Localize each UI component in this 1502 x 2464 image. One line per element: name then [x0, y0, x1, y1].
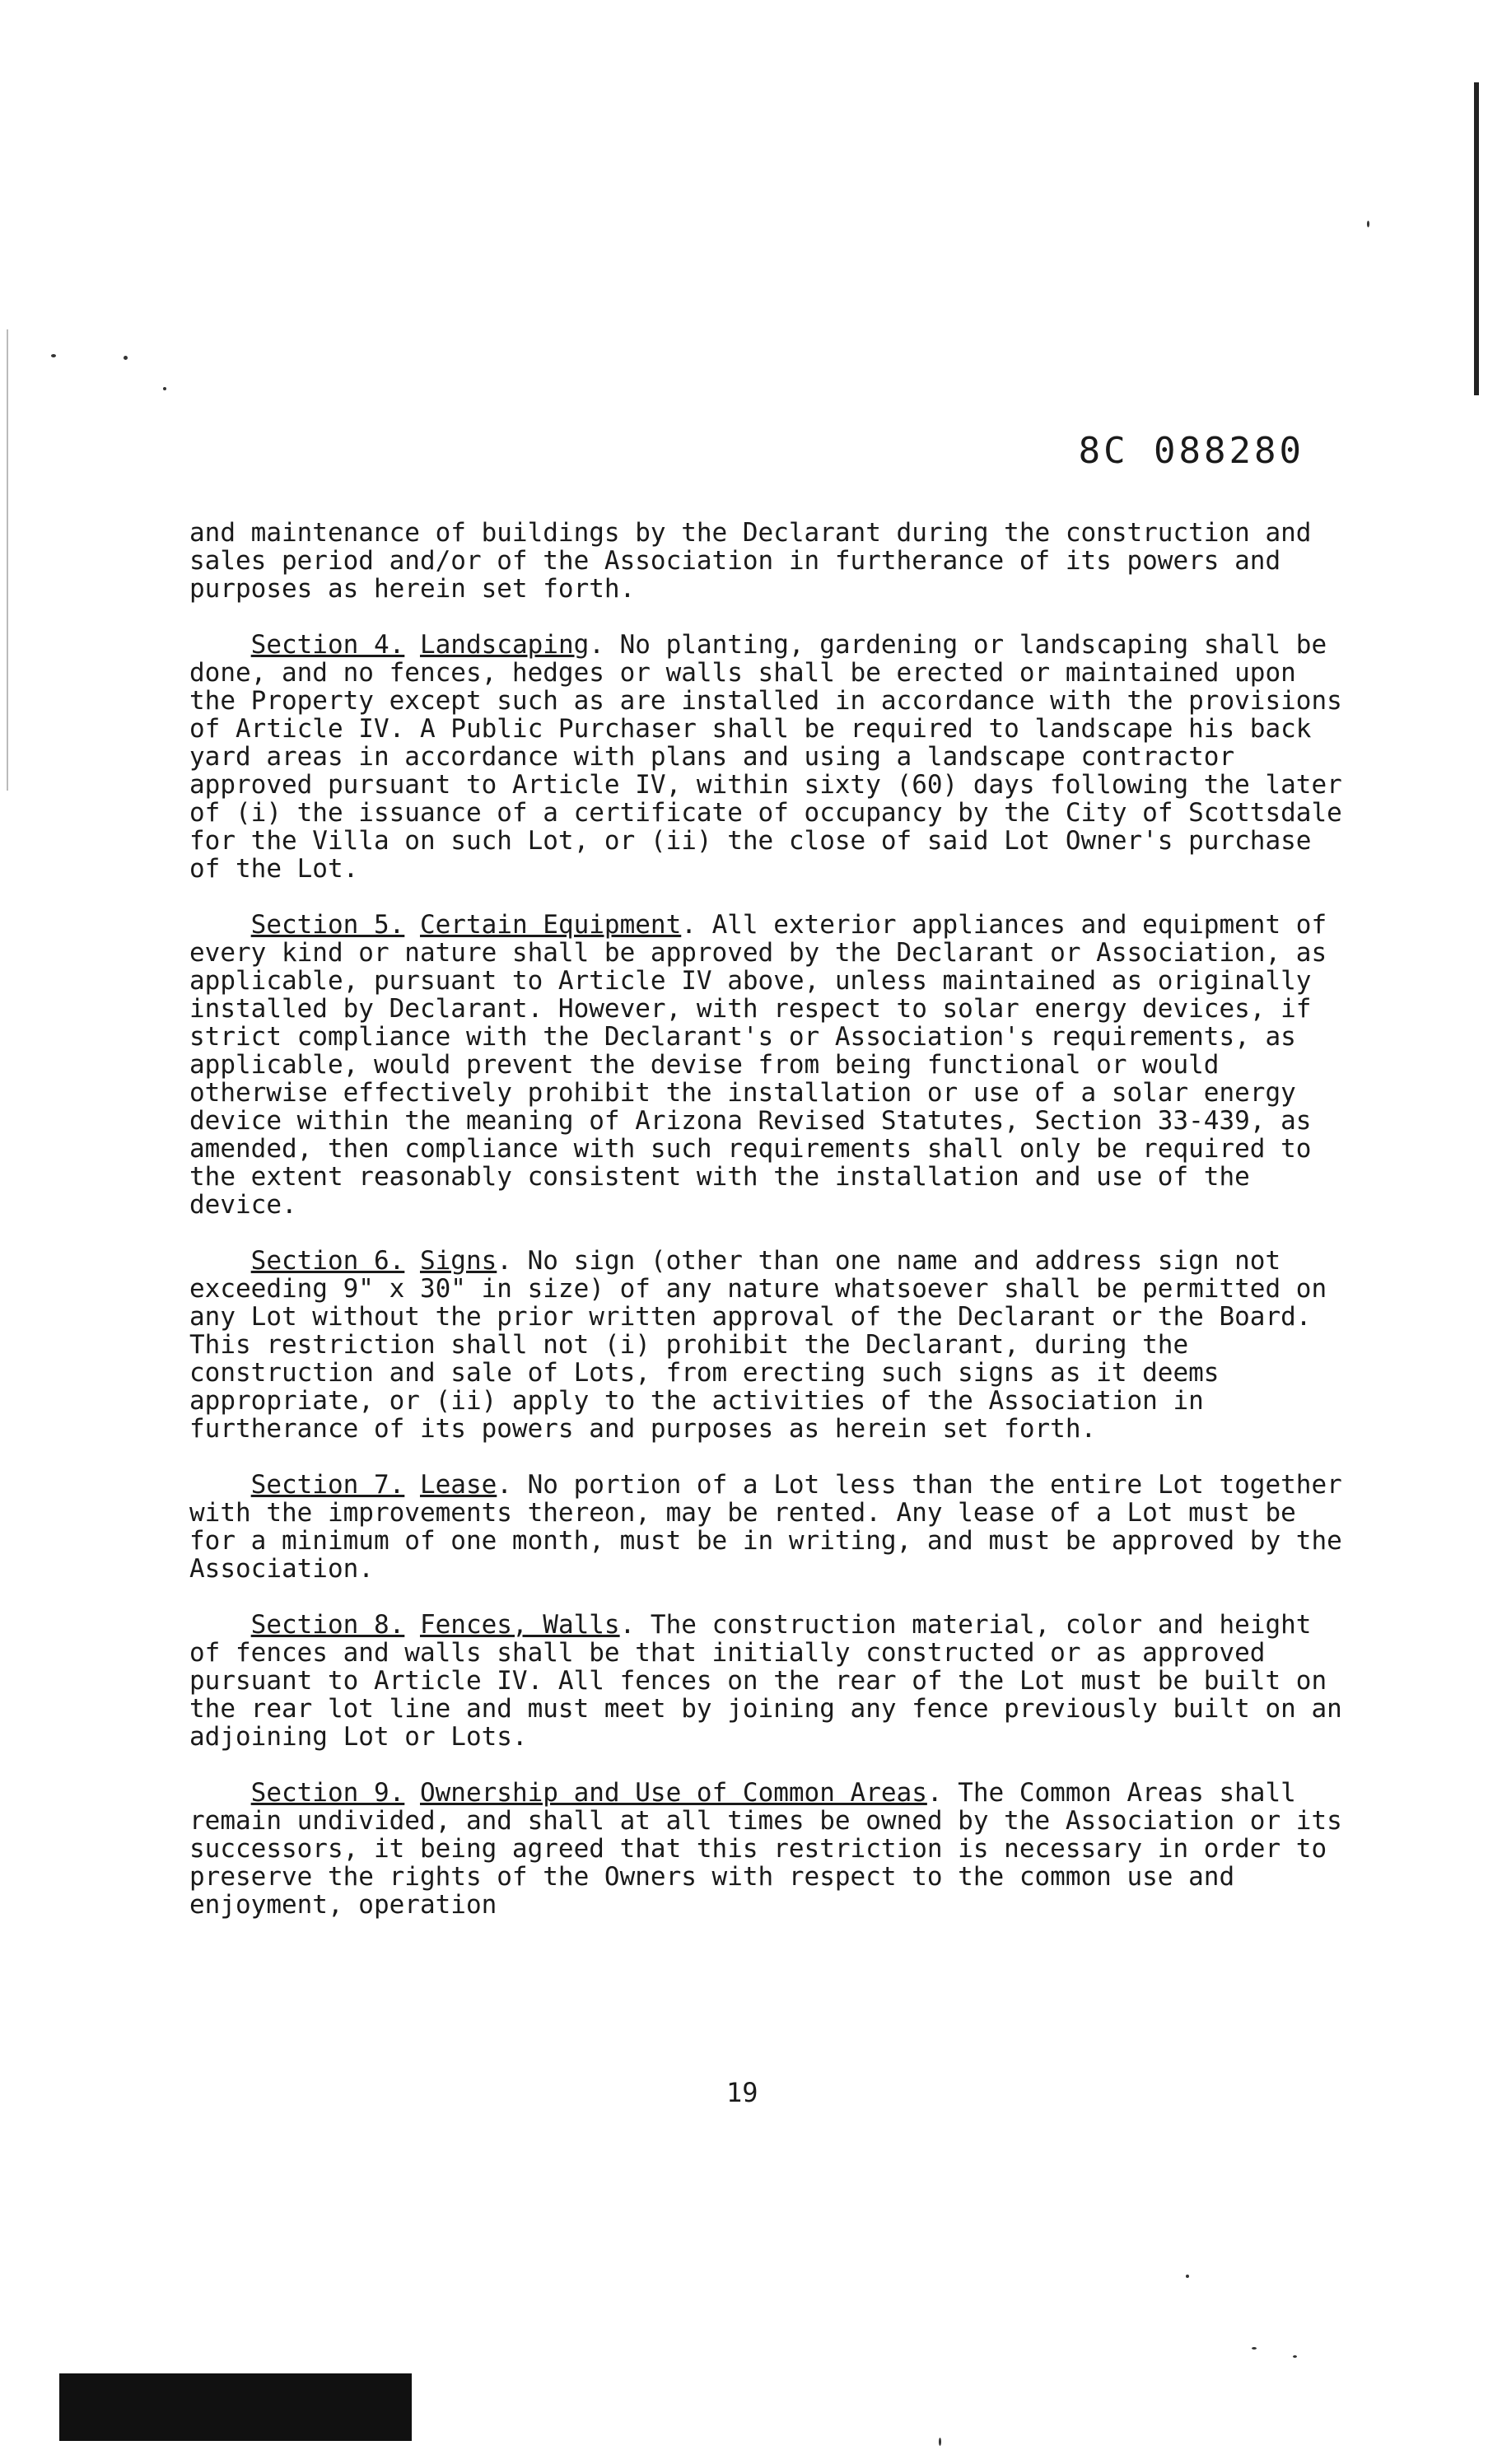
scan-margin-line: [7, 329, 8, 791]
paragraph-text: . The construction material, color and height of fences and walls shall be that initially constructed or as approved pursuant to Article IV. All fences on the rear of the Lot must be built on the rear lot line and must meet by joining any fence previously built on an adjoining Lot or Lots.: [189, 1610, 1358, 1752]
section-title: Fences, Walls: [419, 1610, 620, 1640]
paragraph-section-6: [189, 1247, 1342, 1443]
scan-speck: [1252, 2347, 1257, 2350]
scan-speck: [939, 2438, 941, 2446]
section-heading: Section 8.: [250, 1610, 405, 1640]
paragraph-text: . The Common Areas shall remain undivided, and shall at all times be owned by the Association or its successors, it being agreed that this restriction is necessary in order to preserve the rights of the Owners with respect to the common use and enjoyment, operation: [189, 1778, 1358, 1920]
document-number: 8C 088280: [1078, 430, 1304, 472]
section-title: Landscaping: [419, 630, 590, 660]
scan-speck: [1367, 221, 1369, 227]
paragraph-continuation: [189, 519, 1342, 603]
scan-edge-mark: [1474, 82, 1479, 395]
section-title: Lease: [419, 1470, 497, 1500]
scan-speck: [1186, 2275, 1189, 2278]
paragraph-text: . No portion of a Lot less than the entire Lot together with the improvements thereon, may be rented. Any lease of a Lot must be for a minimum of one month, must be in writing, and must be approved by the Association.: [189, 1470, 1358, 1584]
paragraph-section-7: [189, 1470, 1358, 1584]
paragraph-text: . No sign (other than one name and address sign not exceeding 9" x 30" in size) of any nature whatsoever shall be permitted on any Lot without the prior written approval of the Declarant or the Board. This restriction shall not (i) prohibit the Declarant, during the construction and sale of Lots, from erecting such signs as it deems appropriate, or (ii) apply to the activities of the Association in furtherance of its powers and purposes as herein set forth.: [189, 1246, 1342, 1444]
paragraph-section-5: [189, 911, 1342, 1219]
section-heading: Section 7.: [250, 1470, 405, 1500]
paragraph-text: . All exterior appliances and equipment of every kind or nature shall be approved by the Declarant or Association, as applicable, pursuant to Article IV above, unless maintained as originally installed by Declarant. However, with respect to solar energy devices, if strict compliance with the Declarant's or Association's requirements, as applicable, would prevent the devise from being functional or would otherwise effectively prohibit the installation or use of a solar energy device within the meaning of Arizona Revised Statutes, Section 33-439, as amended, then compliance with such requirements shall only be required to the extent reasonably consistent with the installation and use of the device.: [189, 910, 1342, 1220]
section-title: Signs: [419, 1246, 497, 1276]
page-number: 19: [726, 2077, 758, 2108]
section-heading: Section 5.: [250, 910, 405, 940]
scan-speck: [124, 356, 128, 360]
paragraph-section-8: [189, 1610, 1358, 1752]
scan-speck: [51, 354, 56, 357]
paragraph-text: . No planting, gardening or landscaping shall be done, and no fences, hedges or walls shall be erected or maintained upon the Property except such as are installed in accordance with the provisions of Article IV. A Public Purchaser shall be required to landscape his back yard areas in accordance with plans and using a landscape contractor approved pursuant to Article IV, within sixty (60) days following the later of (i) the issuance of a certificate of occupancy by the City of Scottsdale for the Villa on such Lot, or (ii) the close of said Lot Owner's purchase of the Lot.: [189, 630, 1358, 884]
section-heading: Section 9.: [250, 1778, 405, 1808]
section-title: Ownership and Use of Common Areas: [419, 1778, 927, 1808]
scan-speck: [163, 387, 166, 390]
section-title: Certain Equipment: [419, 910, 682, 940]
paragraph-section-9: [189, 1778, 1358, 1920]
section-heading: Section 4.: [250, 630, 405, 660]
scan-speck: [1293, 2355, 1297, 2358]
section-heading: Section 6.: [250, 1246, 405, 1276]
document-body: [189, 518, 1358, 1947]
scan-black-block: [59, 2373, 412, 2441]
paragraph-section-4: [189, 630, 1358, 884]
paragraph-text: and maintenance of buildings by the Declarant during the construction and sales period and/or of the Association in furtherance of its powers and purposes as herein set forth.: [189, 518, 1327, 604]
